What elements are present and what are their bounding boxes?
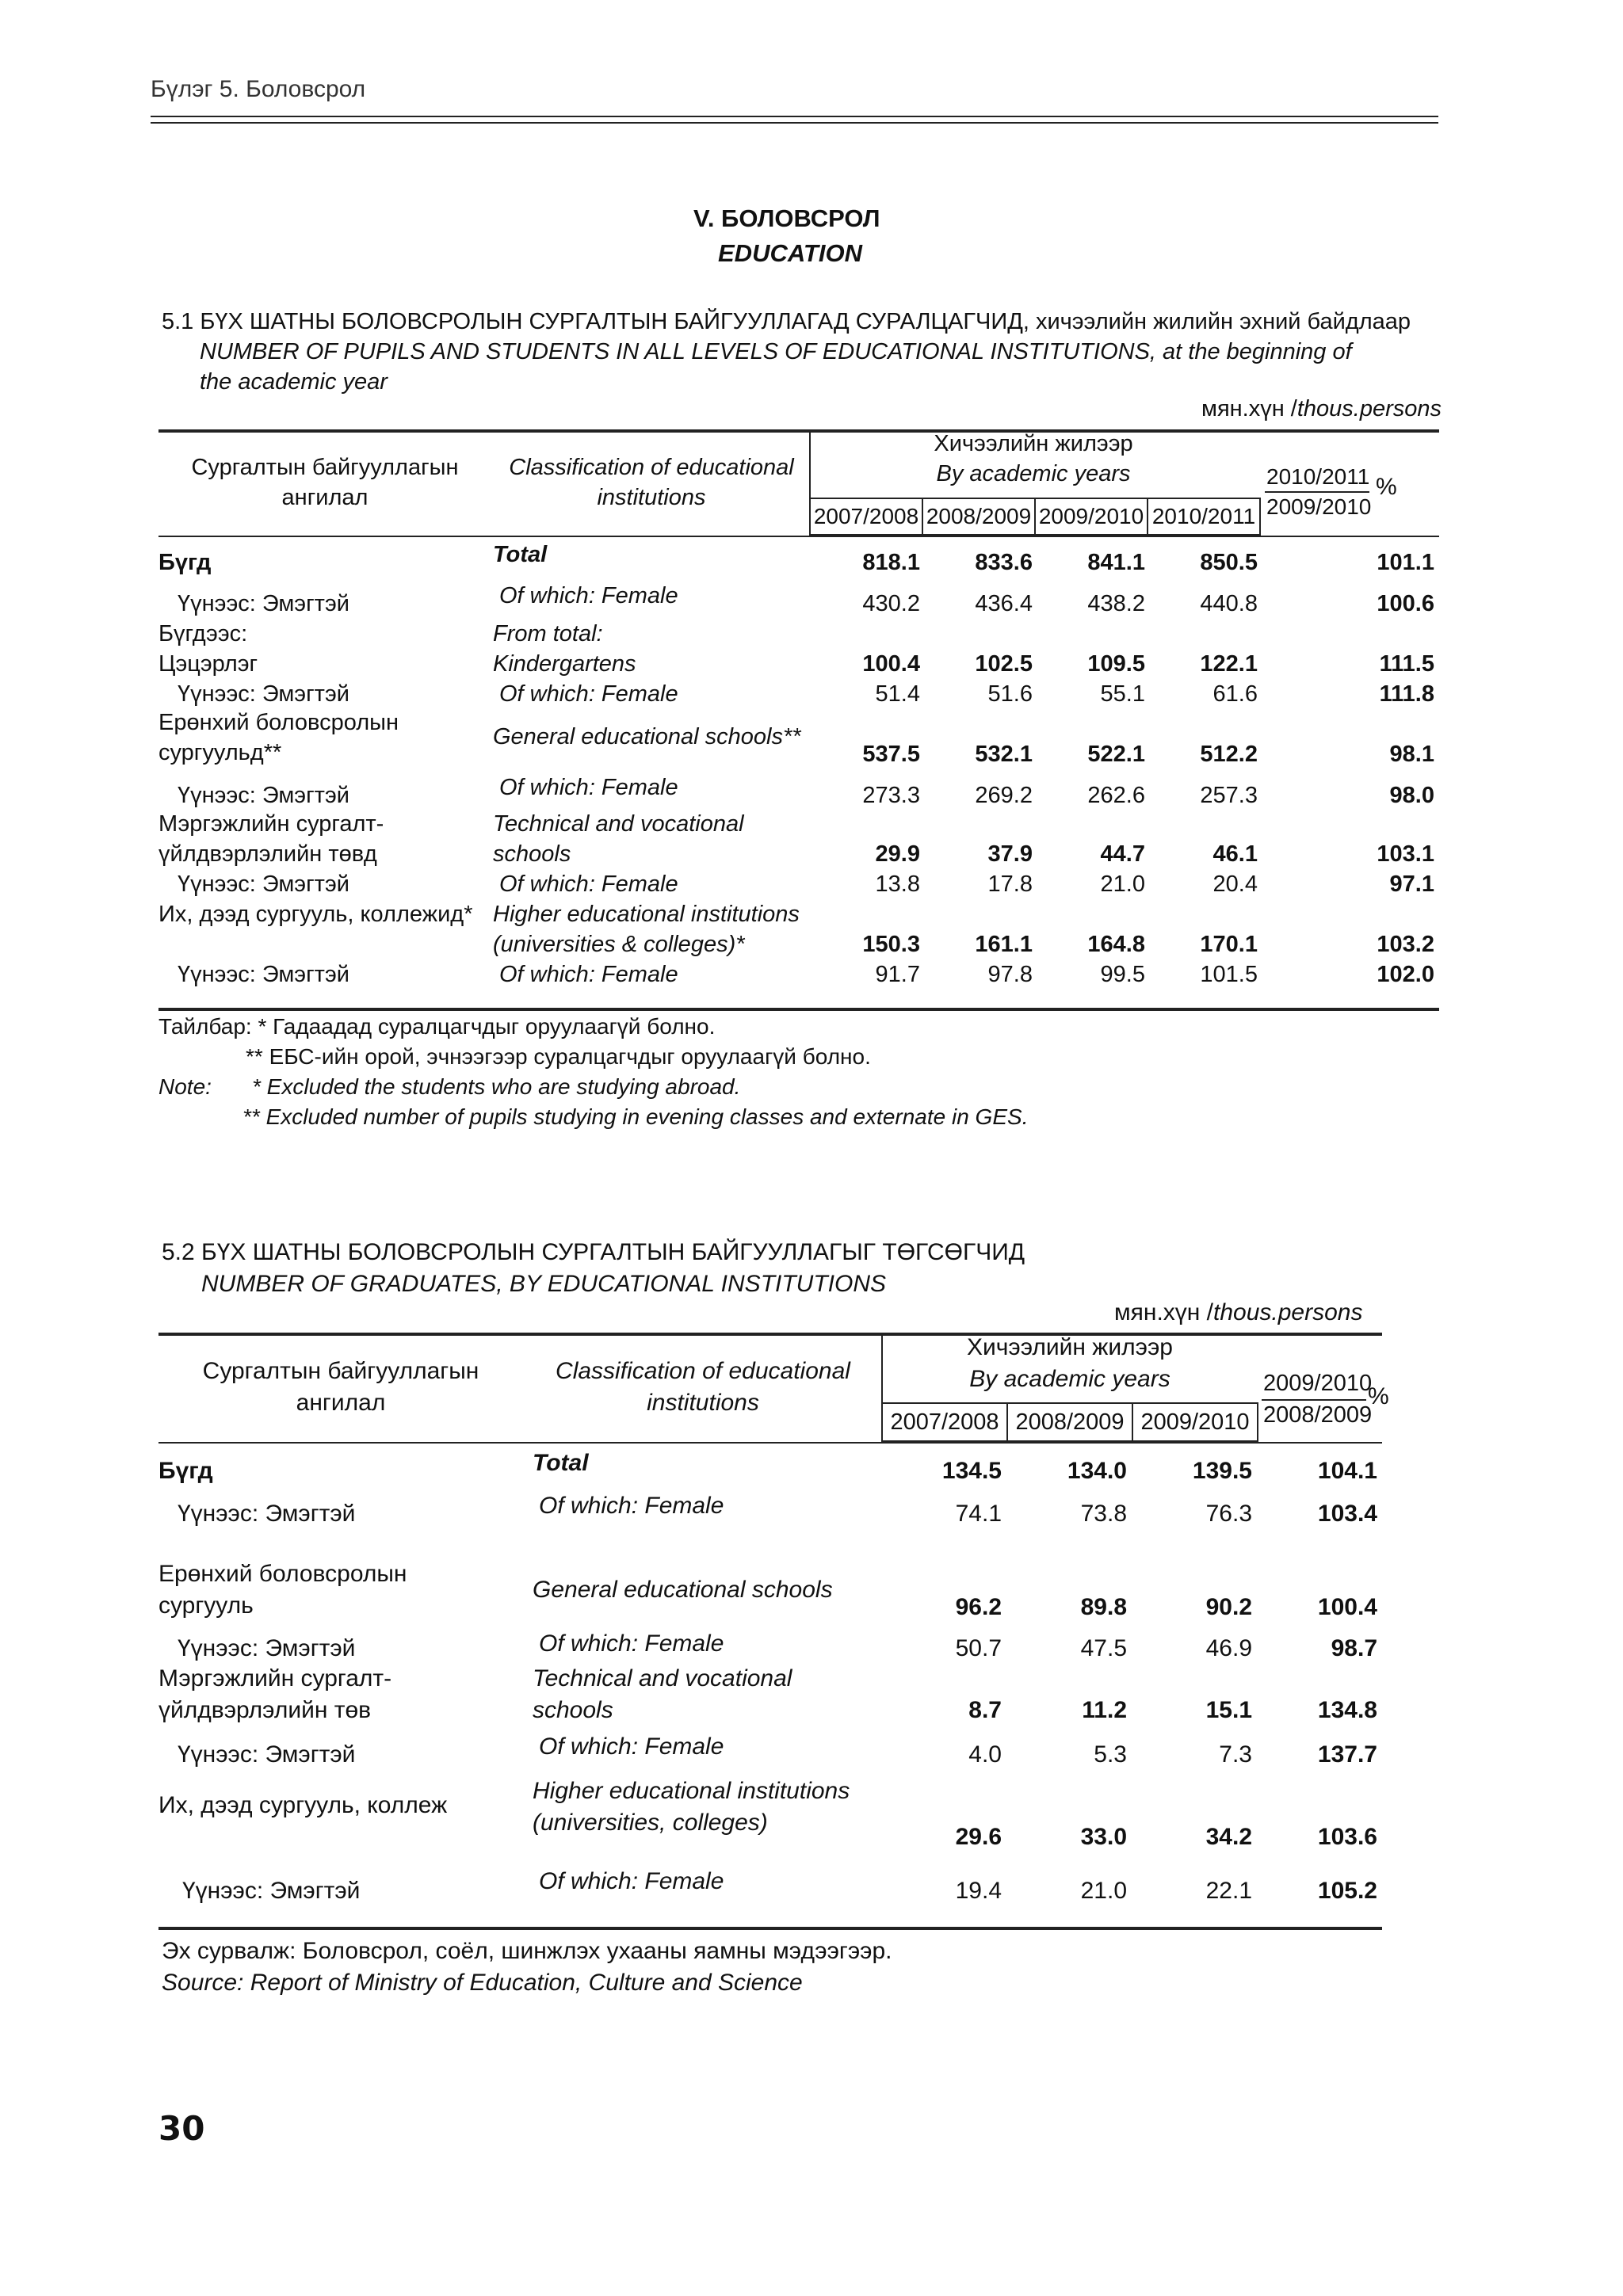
cell-2007: 100.4 (862, 651, 920, 677)
cell-2010: 257.3 (1200, 783, 1258, 808)
table1-head-year-2007: 2007/2008 (809, 498, 923, 536)
row-label-en: Of which: Female (539, 1630, 724, 1657)
row-label-mn-line2: сургуульд** (158, 740, 282, 765)
cell-2009: 44.7 (1100, 841, 1145, 867)
cell-pct: 111.8 (1379, 681, 1434, 707)
cell-2008: 269.2 (975, 783, 1033, 808)
table1-head-year-2009: 2009/2010 (1034, 498, 1148, 536)
cell-2009: 90.2 (1205, 1594, 1252, 1620)
cell-2009: 109.5 (1087, 651, 1145, 677)
table1-head-bottom-rule (158, 536, 1439, 537)
cell-2007: 537.5 (862, 742, 920, 767)
cell-2009: 76.3 (1205, 1501, 1252, 1527)
cell-2010: 101.5 (1200, 962, 1258, 987)
cell-2007: 4.0 (968, 1741, 1002, 1768)
cell-pct: 103.2 (1377, 932, 1434, 957)
cell-2010: 512.2 (1200, 742, 1258, 767)
row-label-en: Of which: Female (539, 1493, 724, 1519)
table2-head-bottom-rule (158, 1442, 1382, 1444)
row-label-en-line2: (universities, colleges) (533, 1810, 768, 1836)
note-en-label: Note: (158, 1074, 212, 1099)
table2-head-pct-sign: % (1368, 1383, 1389, 1409)
table2-head-col-en-2: institutions (647, 1390, 759, 1416)
cell-2007: 430.2 (862, 591, 920, 616)
cell-2009: 262.6 (1087, 783, 1145, 808)
chapter-title-en: EDUCATION (718, 239, 862, 267)
table1-head-pct-top: 2010/2011 (1266, 464, 1370, 489)
row-label-mn: Их, дээд сургууль, коллеж (158, 1792, 448, 1818)
note-mn-line2: ** ЕБС-ийн орой, эчнээгээр суралцагчдыг оруулаагүй болно. (246, 1044, 871, 1069)
cell-2010: 61.6 (1212, 681, 1258, 707)
cell-2009: 522.1 (1087, 742, 1145, 767)
cell-2008: 89.8 (1080, 1594, 1127, 1620)
row-label-mn: Мэргэжлийн сургалт- (158, 1665, 392, 1691)
row-label-en: General educational schools** (493, 724, 801, 749)
cell-pct: 102.0 (1377, 962, 1434, 987)
row-label-mn: Бүгд (158, 550, 212, 575)
cell-2008: 51.6 (987, 681, 1033, 707)
row-label-en: Technical and vocational (533, 1665, 792, 1691)
table1-head-pct-bottom: 2009/2010 (1266, 494, 1372, 519)
cell-2007: 13.8 (875, 871, 920, 897)
table2-head-year-2009: 2009/2010 (1132, 1402, 1258, 1442)
row-label-mn: Үүнээс: Эмэгтэй (178, 783, 349, 808)
row-label-en: Kindergartens (493, 651, 636, 677)
cell-2007: 134.5 (941, 1458, 1002, 1484)
cell-2009: 841.1 (1087, 550, 1145, 575)
source-mn: Эх сурвалж: Боловсрол, соёл, шинжлэх ухааны яамны мэдээгээр. (162, 1938, 892, 1964)
cell-2008: 11.2 (1082, 1697, 1127, 1723)
row-label-mn: Цэцэрлэг (158, 651, 258, 677)
table1-title-mn: 5.1 БҮХ ШАТНЫ БОЛОВСРОЛЫН СУРГАЛТЫН БАЙГУУЛЛАГАД СУРАЛЦАГЧИД, хичээлийн жилийн эхний байдлаар (162, 309, 1411, 334)
cell-2009: 21.0 (1100, 871, 1145, 897)
note-en-line2: ** Excluded number of pupils studying in evening classes and externate in GES. (242, 1104, 1029, 1129)
cell-2008: 21.0 (1080, 1878, 1127, 1904)
row-label-en-line2: schools (493, 841, 571, 867)
cell-2008: 532.1 (975, 742, 1033, 767)
table1-head-years-en: By academic years (936, 461, 1131, 486)
row-label-en: Total (493, 542, 548, 567)
cell-2009: 438.2 (1087, 591, 1145, 616)
row-label-en: Higher educational institutions (493, 902, 800, 927)
cell-2008: 102.5 (975, 651, 1033, 677)
cell-2010: 20.4 (1212, 871, 1258, 897)
cell-2009: 15.1 (1205, 1697, 1252, 1723)
table1-unit: мян.хүн /thous.persons (1201, 396, 1442, 421)
chapter-title-mn: V. БОЛОВСРОЛ (693, 204, 880, 232)
header-rule-bottom (151, 122, 1438, 124)
cell-pct: 98.7 (1331, 1635, 1377, 1661)
table1-title-en-line2: the academic year (200, 369, 388, 395)
table2-head-col-mn-2: ангилал (296, 1390, 386, 1416)
table2-title-mn: 5.2 БҮХ ШАТНЫ БОЛОВСРОЛЫН СУРГАЛТЫН БАЙГУУЛЛАГЫГ ТӨГСӨГЧИД (162, 1239, 1025, 1265)
note-en-line1: * Excluded the students who are studying abroad. (252, 1074, 741, 1099)
cell-2010: 170.1 (1200, 932, 1258, 957)
cell-pct: 104.1 (1317, 1458, 1377, 1484)
table1-bottom-rule (158, 1008, 1439, 1011)
cell-2008: 37.9 (987, 841, 1033, 867)
row-label-mn: Үүнээс: Эмэгтэй (178, 1501, 356, 1527)
cell-2007: 74.1 (955, 1501, 1002, 1527)
row-label-mn: Үүнээс: Эмэгтэй (178, 1741, 356, 1768)
table2-unit: мян.хүн /thous.persons (1114, 1299, 1363, 1325)
cell-2007: 19.4 (955, 1878, 1002, 1904)
cell-pct: 98.0 (1389, 783, 1434, 808)
cell-2008: 833.6 (975, 550, 1033, 575)
cell-pct: 101.1 (1377, 550, 1434, 575)
cell-pct: 105.2 (1317, 1878, 1377, 1904)
cell-pct: 100.6 (1377, 591, 1434, 616)
cell-pct: 134.8 (1317, 1697, 1377, 1723)
cell-2007: 29.6 (955, 1824, 1002, 1850)
row-label-mn: Үүнээс: Эмэгтэй (178, 681, 349, 707)
cell-2009: 22.1 (1205, 1878, 1252, 1904)
cell-pct: 137.7 (1317, 1741, 1377, 1768)
cell-2009: 46.9 (1205, 1635, 1252, 1661)
table2-head-year-2007: 2007/2008 (881, 1402, 1008, 1442)
table1-head-year-2008: 2008/2009 (922, 498, 1036, 536)
cell-2007: 51.4 (875, 681, 920, 707)
cell-2009: 34.2 (1205, 1824, 1252, 1850)
cell-pct: 103.4 (1317, 1501, 1377, 1527)
row-label-en: Of which: Female (499, 681, 678, 707)
cell-2008: 5.3 (1094, 1741, 1127, 1768)
row-label-mn: Бүгдээс: (158, 621, 248, 646)
table2-head-pct-fraction-bar (1262, 1399, 1366, 1401)
row-label-en: Of which: Female (539, 1868, 724, 1894)
row-label-mn: Мэргэжлийн сургалт- (158, 811, 384, 837)
row-label-en-line2: schools (533, 1697, 613, 1723)
cell-2007: 50.7 (955, 1635, 1002, 1661)
header-rule-top (151, 116, 1438, 117)
row-label-mn-line2: сургууль (158, 1592, 254, 1619)
table2-head-col-en-1: Classification of educational (556, 1358, 850, 1384)
row-label-en: Of which: Female (499, 871, 678, 897)
note-mn-line1: Тайлбар: * Гадаадад суралцагчдыг оруулаагүй болно. (158, 1014, 716, 1039)
table1-head-col-mn-2: ангилал (281, 485, 369, 510)
cell-2008: 73.8 (1080, 1501, 1127, 1527)
row-label-en-line2: (universities & colleges)* (493, 932, 745, 957)
cell-2008: 17.8 (987, 871, 1033, 897)
cell-2009: 99.5 (1100, 962, 1145, 987)
cell-2008: 134.0 (1067, 1458, 1127, 1484)
table2-bottom-rule (158, 1927, 1382, 1930)
row-label-mn: Үүнээс: Эмэгтэй (178, 962, 349, 987)
cell-2010: 440.8 (1200, 591, 1258, 616)
cell-2008: 33.0 (1080, 1824, 1127, 1850)
row-label-en: Of which: Female (499, 962, 678, 987)
table2-head-years-en: By academic years (969, 1366, 1170, 1392)
table2-head-years-mn: Хичээлийн жилээр (967, 1334, 1173, 1360)
cell-2007: 150.3 (862, 932, 920, 957)
cell-2007: 29.9 (875, 841, 920, 867)
cell-2007: 273.3 (862, 783, 920, 808)
row-label-mn-line2: үйлдвэрлэлийн төвд (158, 841, 377, 867)
row-label-en: Higher educational institutions (533, 1778, 850, 1804)
page-number: 30 (158, 2109, 205, 2148)
cell-pct: 103.1 (1377, 841, 1434, 867)
table2-head-pct-top: 2009/2010 (1263, 1371, 1373, 1396)
cell-2010: 850.5 (1200, 550, 1258, 575)
table2-head-pct-bottom: 2008/2009 (1263, 1402, 1373, 1428)
row-label-en: General educational schools (533, 1577, 833, 1603)
row-label-mn: Үүнээс: Эмэгтэй (182, 1878, 361, 1904)
row-label-mn: Их, дээд сургууль, коллежид* (158, 902, 473, 927)
table1-title-en-line1: NUMBER OF PUPILS AND STUDENTS IN ALL LEVELS OF EDUCATIONAL INSTITUTIONS, at the beginning of (200, 339, 1352, 364)
cell-2008: 97.8 (987, 962, 1033, 987)
cell-2009: 7.3 (1219, 1741, 1252, 1768)
table2-title-en: NUMBER OF GRADUATES, BY EDUCATIONAL INSTITUTIONS (201, 1271, 887, 1297)
cell-2007: 91.7 (875, 962, 920, 987)
cell-2008: 436.4 (975, 591, 1033, 616)
cell-pct: 97.1 (1389, 871, 1434, 897)
cell-2008: 161.1 (975, 932, 1033, 957)
table1-head-year-2010: 2010/2011 (1147, 498, 1261, 536)
table2-head-year-2008: 2008/2009 (1006, 1402, 1133, 1442)
row-label-mn: Ерөнхий боловсролын (158, 710, 399, 735)
table1-head-pct-sign: % (1376, 474, 1397, 500)
cell-2010: 122.1 (1200, 651, 1258, 677)
row-label-mn: Үүнээс: Эмэгтэй (178, 591, 349, 616)
row-label-en: Of which: Female (499, 775, 678, 800)
table1-head-years-mn: Хичээлийн жилээр (934, 431, 1133, 456)
cell-2007: 8.7 (968, 1697, 1002, 1723)
table1-head-pct-fraction-bar (1265, 491, 1369, 493)
cell-2007: 818.1 (862, 550, 920, 575)
row-label-mn: Бүгд (158, 1458, 213, 1484)
table1-head-col-mn-1: Сургалтын байгууллагын (191, 455, 459, 480)
table2-head-col-mn-1: Сургалтын байгууллагын (202, 1358, 479, 1384)
row-label-en: From total: (493, 621, 603, 646)
cell-2009: 139.5 (1192, 1458, 1252, 1484)
cell-pct: 103.6 (1317, 1824, 1377, 1850)
row-label-mn-line2: үйлдвэрлэлийн төв (158, 1697, 372, 1723)
running-header: Бүлэг 5. Боловсрол (151, 76, 366, 102)
cell-2010: 46.1 (1212, 841, 1258, 867)
table1-head-col-en-2: institutions (597, 485, 706, 510)
row-label-mn: Ерөнхий боловсролын (158, 1561, 407, 1587)
row-label-en: Total (533, 1450, 589, 1476)
row-label-en: Of which: Female (539, 1733, 724, 1760)
row-label-en: Of which: Female (499, 583, 678, 608)
cell-pct: 100.4 (1317, 1594, 1377, 1620)
table1-head-col-en-1: Classification of educational (509, 455, 794, 480)
source-en: Source: Report of Ministry of Education, Culture and Science (162, 1970, 803, 1996)
cell-pct: 98.1 (1389, 742, 1434, 767)
cell-2008: 47.5 (1080, 1635, 1127, 1661)
cell-2009: 164.8 (1087, 932, 1145, 957)
row-label-mn: Үүнээс: Эмэгтэй (178, 1635, 356, 1661)
cell-pct: 111.5 (1379, 651, 1434, 677)
row-label-en: Technical and vocational (493, 811, 744, 837)
row-label-mn: Үүнээс: Эмэгтэй (178, 871, 349, 897)
cell-2007: 96.2 (955, 1594, 1002, 1620)
cell-2009: 55.1 (1100, 681, 1145, 707)
